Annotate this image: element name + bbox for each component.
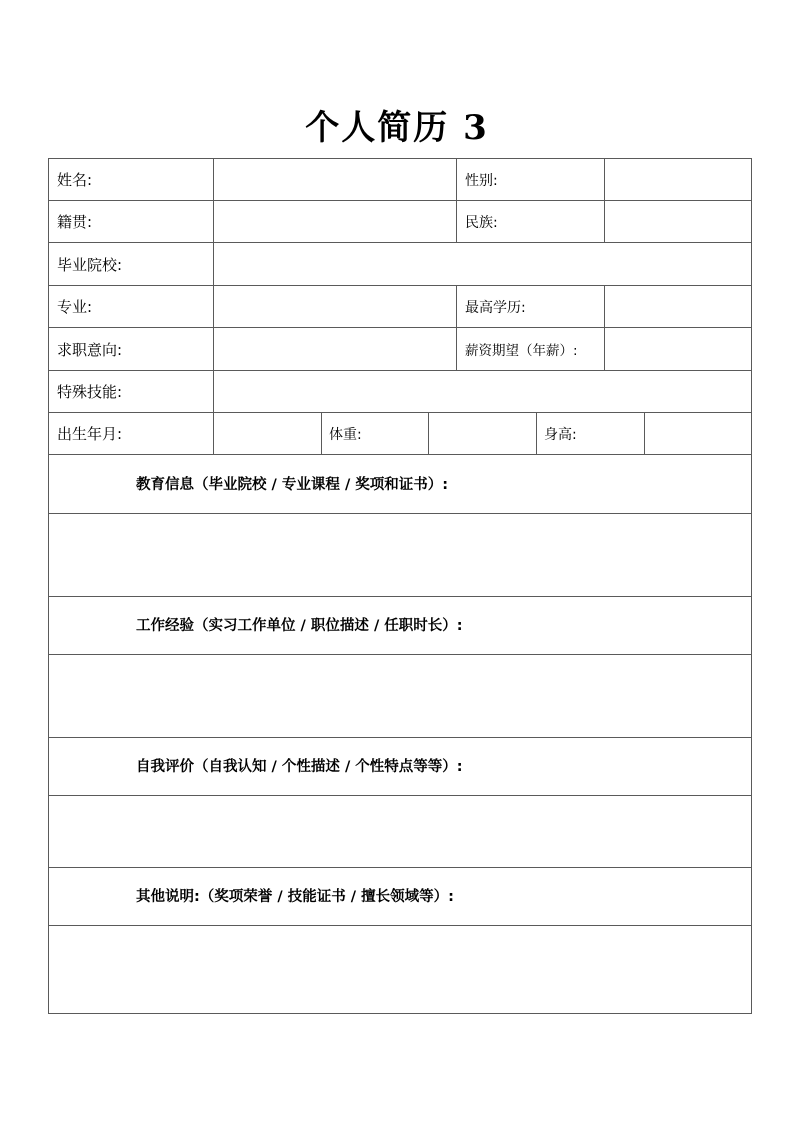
skills-label: 特殊技能: [57,383,123,401]
education-label-cell [456,285,605,328]
major-label: 专业: [57,298,93,316]
name-field[interactable] [213,158,457,201]
weight-label: 体重: [329,427,362,443]
school-label-cell [48,242,214,286]
height-label: 身高: [544,427,577,443]
education-section-body[interactable] [48,513,752,597]
salary-field[interactable] [604,327,752,371]
gender-label: 性别: [465,173,498,189]
work-section-body[interactable] [48,654,752,738]
skills-label-cell [48,370,214,413]
school-field[interactable] [213,242,752,286]
weight-label-cell [321,412,429,455]
height-label-cell [536,412,645,455]
other-section-body[interactable] [48,925,752,1014]
skills-field[interactable] [213,370,752,413]
work-section-title: 工作经验（实习工作单位 / 职位描述 / 任职时长）: [136,618,463,634]
education-label: 最高学历: [465,300,526,316]
ethnicity-field[interactable] [604,200,752,243]
major-field[interactable] [213,285,457,328]
education-section-title: 教育信息（毕业院校 / 专业课程 / 奖项和证书）: [136,477,449,493]
salary-label: 薪资期望（年薪）: [465,343,578,359]
height-field[interactable] [644,412,752,455]
name-label: 姓名: [57,171,93,189]
job-intent-label-cell [48,327,214,371]
education-field[interactable] [604,285,752,328]
birth-field[interactable] [213,412,322,455]
weight-field[interactable] [428,412,537,455]
self-eval-section-title: 自我评价（自我认知 / 个性描述 / 个性特点等等）: [136,759,463,775]
major-label-cell [48,285,214,328]
origin-label-cell [48,200,214,243]
gender-field[interactable] [604,158,752,201]
self-eval-section-body[interactable] [48,795,752,868]
gender-label-cell [456,158,605,201]
ethnicity-label-cell [456,200,605,243]
name-label-cell [48,158,214,201]
birth-label: 出生年月: [57,425,123,443]
job-intent-field[interactable] [213,327,457,371]
salary-label-cell [456,327,605,371]
ethnicity-label: 民族: [465,215,498,231]
origin-label: 籍贯: [57,213,93,231]
school-label: 毕业院校: [57,256,123,274]
other-section-title: 其他说明:（奖项荣誉 / 技能证书 / 擅长领域等）: [136,889,454,905]
job-intent-label: 求职意向: [57,341,123,359]
origin-field[interactable] [213,200,457,243]
page-title: 个人简历 3 [305,108,489,148]
birth-label-cell [48,412,214,455]
